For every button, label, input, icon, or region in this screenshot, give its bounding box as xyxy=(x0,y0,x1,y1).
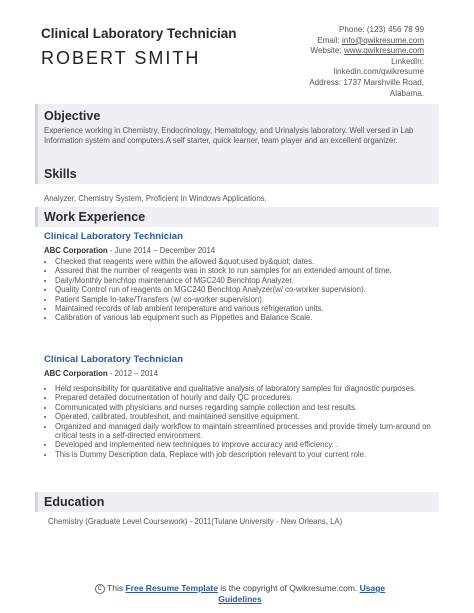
job-meta xyxy=(44,369,434,378)
contact-block xyxy=(204,25,424,99)
usage-guidelines-line2[interactable]: Guidelines xyxy=(218,593,262,604)
objective-text: Experience working in Chemistry, Endocrinology, Hematology, and Urinalysis laboratory. Well versed in Lab Information system and computers.A self starter, quick learner, team player and an excellent organizer. xyxy=(44,126,414,145)
education-heading: Education xyxy=(35,492,439,512)
footer-middle: is the copyright of Qwikresume.com. xyxy=(217,583,360,593)
work-experience-heading: Work Experience xyxy=(35,207,439,227)
contact-address-line1: Address: 1737 Marshville Road, xyxy=(309,77,424,87)
education-entry: Chemistry (Graduate Level Coursework) - 2011(Tulane University - New Orleans, LA) xyxy=(48,517,343,526)
contact-phone: Phone: (123) 456 78 99 xyxy=(338,25,424,34)
objective-heading: Objective xyxy=(44,109,101,123)
duty-item: • Daily/Monthly benchtop maintenance of MGC240 Benchtop Analyzer. xyxy=(55,276,434,285)
job-company: ABC Corporation xyxy=(44,246,108,255)
job-entry xyxy=(44,354,434,459)
duty-item: • Checked that reagents were within the allowed &quot;used by&quot; dates. xyxy=(55,257,434,266)
contact-website-link[interactable]: www.qwikresume.com xyxy=(343,46,424,56)
job-duties-list xyxy=(44,257,434,323)
job-duties-list xyxy=(44,384,434,459)
job-company: ABC Corporation xyxy=(44,369,108,378)
job-meta xyxy=(44,246,434,255)
duty-item: • Communicated with physicians and nurses regarding sample collection and test results. xyxy=(55,403,434,412)
job-entry xyxy=(44,231,434,323)
contact-email-label: Email: xyxy=(317,35,342,45)
job-dates: - June 2014 – December 2014 xyxy=(107,246,216,255)
footer-prefix: This xyxy=(104,583,126,593)
duty-item: • Maintained records of lab ambient temperature and various refrigeration units. xyxy=(55,304,434,313)
contact-website-row xyxy=(204,46,424,57)
usage-guidelines-line1[interactable]: Usage xyxy=(359,583,386,593)
candidate-name: ROBERT SMITH xyxy=(41,48,201,68)
duty-item: • Developed and implemented new techniques to improve accuracy and efficiency. . xyxy=(55,440,434,449)
contact-address-line2: Alabama. xyxy=(389,88,424,98)
skills-heading: Skills xyxy=(44,167,77,181)
duty-item: • This is Dummy Description data, Replace with job description relevant to your current role. xyxy=(55,450,434,459)
footer xyxy=(40,583,440,604)
duty-item: • Prepared detailed documentation of hourly and daily QC procedures. xyxy=(55,393,434,402)
duty-item: • Assured that the number of reagents was in stock to run samples for an extended amount of time. xyxy=(55,266,434,275)
duty-item: • Operated, calibrated, troubleshot, and maintained sensitive equipment. xyxy=(55,412,434,421)
objective-section xyxy=(35,104,439,164)
duty-item: • Organized and managed daily workflow to maintain streamlined processes and provide timely turn-around on critical tests in a self-directed environment. xyxy=(55,422,434,441)
skills-text: Analyzer, Chemistry System, Proficient In Windows Applications. xyxy=(44,194,267,203)
duty-item: • Calibration of various lab equipment such as Pippettes and Balance Scale. xyxy=(55,313,434,322)
contact-linkedin: linkedin.com/qwikresume xyxy=(333,67,424,77)
duty-item: • Quality Control run of reagents on MGC240 Benchtop Analyzer(w/ co-worker supervision). xyxy=(55,285,434,294)
contact-email-link[interactable]: info@qwikresume.com xyxy=(342,35,424,45)
job-title: Clinical Laboratory Technician xyxy=(44,231,183,242)
copyright-icon: C xyxy=(95,584,105,594)
duty-item: • Patient Sample In-take/Transfers (w/ co-worker supervision). xyxy=(55,295,434,304)
contact-website-label: Website: xyxy=(310,46,344,56)
job-title: Clinical Laboratory Technician xyxy=(44,354,183,365)
contact-email-row xyxy=(204,36,424,47)
resume-job-title: Clinical Laboratory Technician xyxy=(41,26,237,41)
skills-heading-bar xyxy=(35,164,439,184)
duty-item: • Held responsibility for quantitative and qualitative analysis of laboratory samples for diagnostic purposes. xyxy=(55,384,434,393)
contact-linkedin-label: LinkedIn: xyxy=(391,56,424,66)
free-resume-template-link[interactable]: Free Resume Template xyxy=(125,583,218,593)
job-dates: - 2012 – 2014 xyxy=(107,369,158,378)
